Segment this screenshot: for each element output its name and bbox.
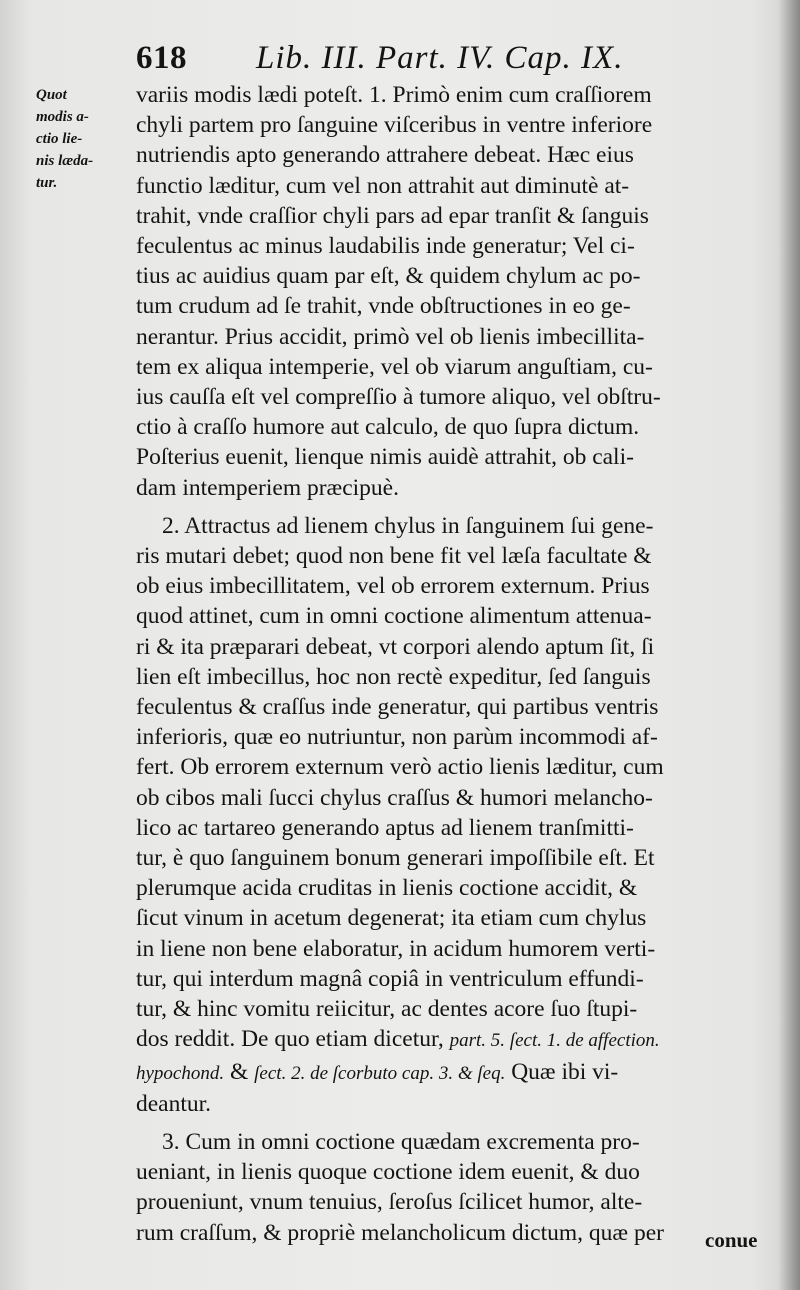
text-line: plerumque acida cruditas in lienis coctione accidit, & bbox=[136, 875, 638, 902]
running-head: Lib. III. Part. IV. Cap. IX. bbox=[256, 40, 624, 76]
margin-note-line: tur. bbox=[36, 175, 58, 191]
text-line: ri & ita præparari debeat, vt corpori alendo aptum ſit, ſi bbox=[136, 633, 655, 660]
text-line: functio læditur, cum vel non attrahit aut diminutè at- bbox=[136, 172, 630, 199]
text-line: feculentus & craſſus inde generatur, qui partibus ventris bbox=[136, 694, 659, 721]
margin-note-line: ctio lie- bbox=[36, 131, 83, 147]
text-line: lien eſt imbecillus, hoc non rectè expeditur, ſed ſanguis bbox=[136, 663, 651, 690]
margin-note bbox=[36, 84, 132, 194]
text-line: ctio à craſſo humore aut calculo, de quo ſupra dictum. bbox=[136, 414, 640, 441]
text-line: tur, è quo ſanguinem bonum generari impoſſibile eſt. Et bbox=[136, 845, 655, 872]
text-line: ſicut vinum in acetum degenerat; ita etiam cum chylus bbox=[136, 905, 647, 932]
reference-citation: part. 5. ſect. 1. de affection. bbox=[449, 1030, 660, 1052]
page-number: 618 bbox=[136, 40, 187, 76]
text-line: nerantur. Prius accidit, primò vel ob lienis imbecillita- bbox=[136, 323, 645, 350]
text-line: Poſterius euenit, lienque nimis auidè attrahit, ob cali- bbox=[136, 444, 634, 471]
text-line: in liene non bene elaboratur, in acidum humorem verti- bbox=[136, 935, 656, 962]
text-line: quod attinet, cum in omni coctione alimentum attenua- bbox=[136, 603, 652, 630]
text-line bbox=[136, 1057, 766, 1089]
text-line: ob eius imbecillitatem, vel ob errorem externum. Prius bbox=[136, 573, 650, 600]
text-line: nutriendis apto generando attrahere debeat. Hæc eius bbox=[136, 142, 634, 169]
text-line: chyli partem pro ſanguine viſceribus in ventre inferiore bbox=[136, 112, 653, 139]
margin-note-line: modis a- bbox=[36, 109, 89, 125]
text-segment: dos reddit. De quo etiam dicetur, bbox=[136, 1026, 444, 1053]
text-line: ueniant, in lienis quoque coctione idem euenit, & duo bbox=[136, 1159, 640, 1186]
text-line: tur, qui interdum magnâ copiâ in ventriculum effundi- bbox=[136, 965, 644, 992]
reference-citation: ſect. 2. de ſcorbuto cap. 3. & ſeq. bbox=[254, 1062, 506, 1084]
text-line: variis modis lædi poteſt. 1. Primò enim cum craſſiorem bbox=[136, 82, 652, 108]
text-line: tius ac auidius quam par eſt, & quidem chylum ac po- bbox=[136, 263, 641, 290]
text-line bbox=[136, 1024, 766, 1056]
margin-note-line: nis læda- bbox=[36, 153, 94, 169]
text-line: ob cibos mali ſucci chylus craſſus & humori melancho- bbox=[136, 784, 653, 811]
text-line: proueniunt, vnum tenuius, ſeroſus ſcilicet humor, alte- bbox=[136, 1189, 643, 1216]
text-line: deantur. bbox=[136, 1090, 212, 1117]
margin-note-line: Quot bbox=[36, 87, 67, 103]
text-line: dam intemperiem præcipuè. bbox=[136, 474, 399, 501]
text-line: rum craſſum, & propriè melancholicum dictum, quæ per bbox=[136, 1219, 664, 1246]
page-header bbox=[136, 40, 776, 80]
text-line: inferioris, quæ eo nutriuntur, non parùm incommodi af- bbox=[136, 724, 658, 751]
text-line: fert. Ob errorem externum verò actio lienis læditur, cum bbox=[136, 754, 664, 781]
body-text bbox=[136, 80, 766, 1248]
text-line: trahit, vnde craſſior chyli pars ad epar tranſit & ſanguis bbox=[136, 202, 649, 229]
gutter-shadow bbox=[778, 0, 800, 1290]
text-line: tum crudum ad ſe trahit, vnde obſtructiones in eo ge- bbox=[136, 293, 631, 320]
text-line: lico ac tartareo generando aptus ad lienem tranſmitti- bbox=[136, 814, 634, 841]
paragraph-3-start: 3. Cum in omni coctione quædam excrementa pro- bbox=[162, 1128, 640, 1155]
text-line: feculentus ac minus laudabilis inde generatur; Vel ci- bbox=[136, 233, 635, 260]
paragraph-2-start: 2. Attractus ad lienem chylus in ſanguinem ſui gene- bbox=[162, 512, 654, 539]
text-line: ris mutari debet; quod non bene fit vel læſa facultate & bbox=[136, 543, 652, 570]
catchword: conue bbox=[705, 1228, 758, 1252]
text-segment: Quæ ibi vi- bbox=[511, 1058, 619, 1085]
reference-citation: hypochond. bbox=[136, 1062, 225, 1084]
text-line: tur, & hinc vomitu reiicitur, ac dentes acore ſuo ſtupi- bbox=[136, 996, 638, 1023]
text-line: tem ex aliqua intemperie, vel ob viarum anguſtiam, cu- bbox=[136, 353, 653, 380]
text-line: ius cauſſa eſt vel compreſſio à tumore aliquo, vel obſtru- bbox=[136, 384, 661, 411]
text-segment: & bbox=[230, 1058, 249, 1085]
